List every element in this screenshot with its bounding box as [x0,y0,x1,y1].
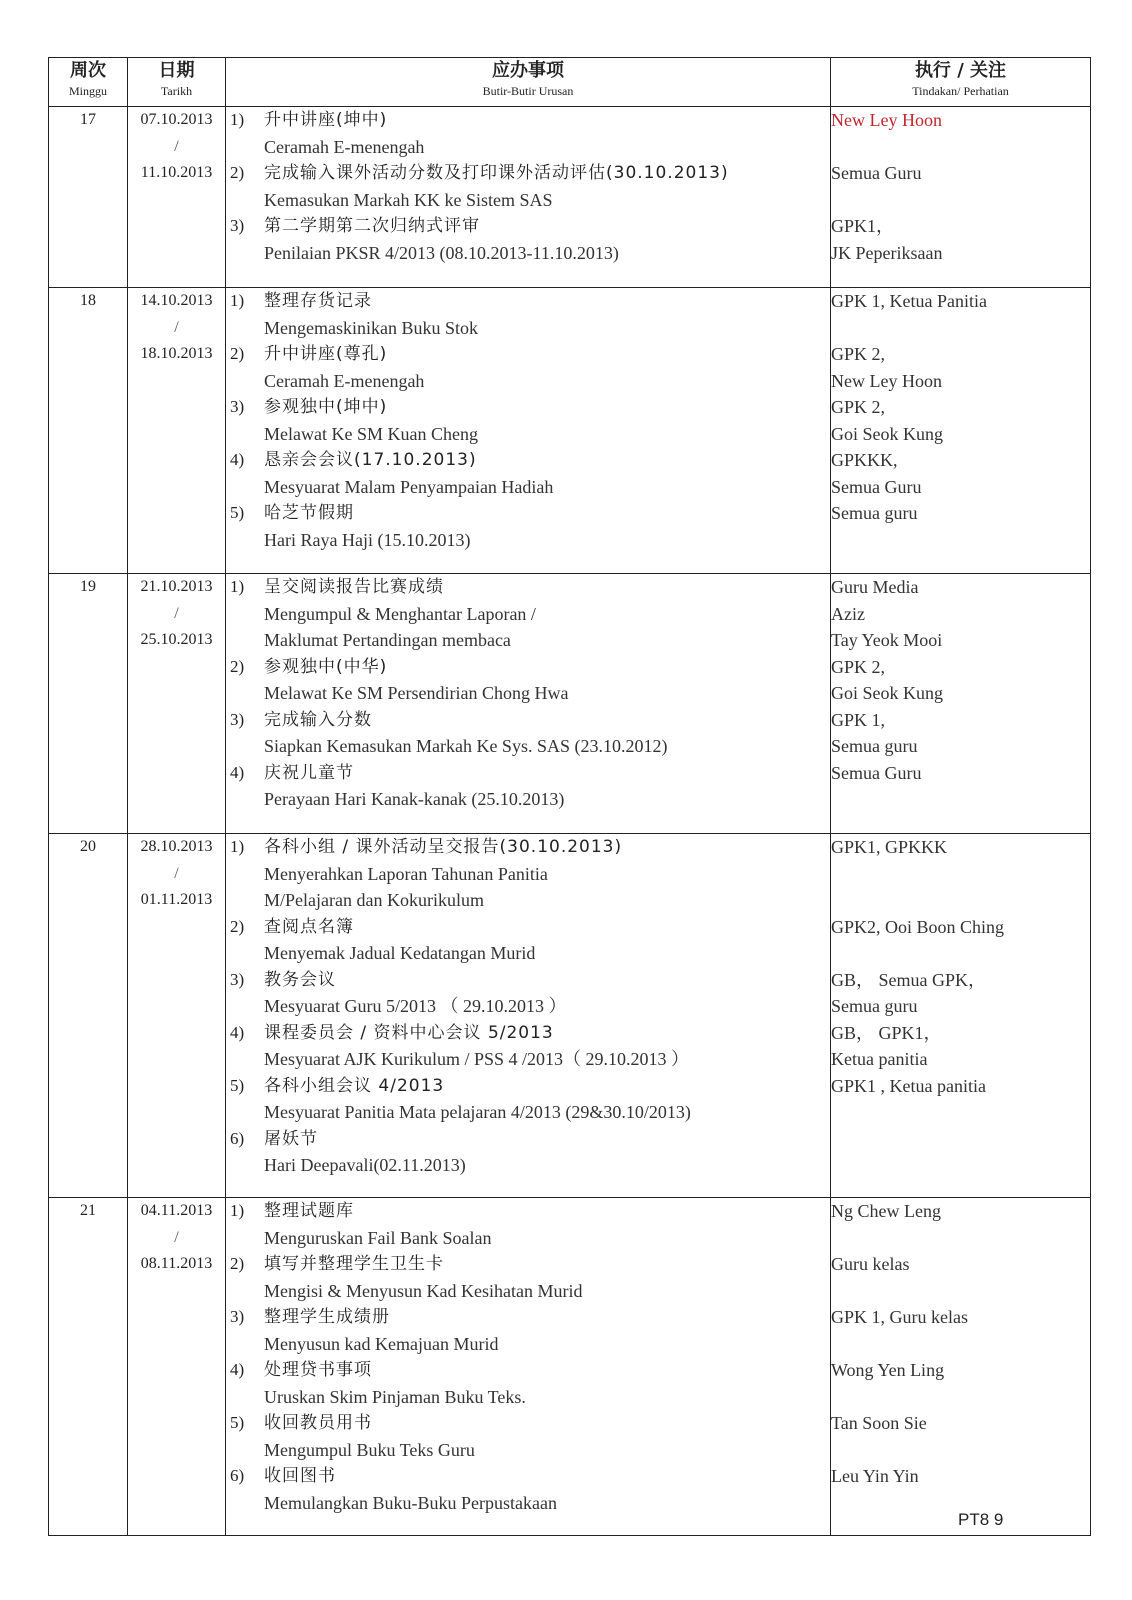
date-from: 04.11.2013 [140,1202,213,1219]
task-line [226,187,830,214]
task-text-chinese: 升中讲座(尊孔) [264,344,388,364]
task-text-chinese: 哈芝节假期 [264,503,354,523]
task-number [226,733,264,760]
action-person [831,786,1090,813]
task-number [226,240,264,267]
task-text-chinese: 庆祝儿童节 [264,762,354,783]
task-line [226,160,830,187]
task-number [226,134,264,161]
task-number: 2) [230,1254,245,1273]
task-line [226,315,830,342]
week-number: 19 [49,574,128,834]
action-person [831,1126,1090,1153]
date-to: 08.11.2013 [140,1255,213,1272]
task-text-chinese: 整理存货记录 [264,291,372,311]
task-text-chinese: 收回图书 [264,1466,336,1486]
task-line [226,447,830,474]
action-list [831,574,1091,834]
date-from: 28.10.2013 [140,838,213,855]
task-line [226,861,830,888]
task-list [226,288,831,574]
action-person: New Ley Hoon [831,370,942,391]
task-text-malay: Memulangkan Buku-Buku Perpustakaan [264,1492,557,1513]
task-text-chinese: 升中讲座(坤中) [264,110,388,130]
task-line [226,654,830,681]
date-from: 14.10.2013 [140,292,213,309]
date-separator: / [174,604,179,622]
date-to: 01.11.2013 [140,891,213,908]
task-number [226,627,264,654]
task-text-malay: Hari Deepavali(02.11.2013) [264,1155,466,1175]
date-to: 25.10.2013 [140,631,213,648]
task-number: 1) [230,291,245,310]
action-person: GPK1, GPKKK [831,837,948,857]
task-line [226,1437,830,1464]
date-range [128,834,226,1198]
task-text-chinese: 完成输入分数 [264,709,372,730]
task-line [226,760,830,787]
action-person: Guru Media [831,577,919,597]
action-person: Semua Guru [831,476,922,497]
action-person: Tay Yeok Mooi [831,630,943,650]
task-number: 5) [230,1413,245,1432]
task-number: 2) [230,916,245,936]
task-line [226,1152,830,1179]
action-person [831,861,1090,888]
header-week-cn: 周次 [70,60,106,81]
task-text-malay: Hari Raya Haji (15.10.2013) [264,529,471,550]
action-person: GB， Semua GPK， [831,969,987,990]
task-number [226,1152,264,1179]
task-text-malay: Perayaan Hari Kanak-kanak (25.10.2013) [264,789,565,809]
task-number [226,474,264,501]
task-number [226,1278,264,1305]
task-line [226,1331,830,1358]
action-person: GPK1 , Ketua panitia [831,1075,986,1096]
action-list [831,1198,1091,1536]
task-line [226,574,830,601]
date-range [128,1198,226,1536]
task-line [226,1278,830,1305]
task-text-malay: Siapkan Kemasukan Markah Ke Sys. SAS (23.10.2012) [264,736,668,756]
task-number [226,187,264,214]
task-line [226,680,830,707]
action-person: Ketua panitia [831,1049,928,1069]
task-number [226,368,264,395]
task-line [226,288,830,315]
date-to: 18.10.2013 [140,345,213,362]
task-number: 2) [230,163,245,182]
task-number: 3) [230,397,245,416]
action-person: Wong Yen Ling [831,1360,945,1380]
task-line [226,1073,830,1100]
task-line [226,134,830,161]
task-number: 6) [230,1128,245,1148]
date-separator: / [174,864,179,882]
task-line [226,213,830,240]
task-text-chinese: 收回教员用书 [264,1413,372,1433]
task-text-malay: Maklumat Pertandingan membaca [264,630,511,650]
action-person [831,940,1090,967]
date-separator: / [174,137,179,155]
schedule-table [48,57,1091,1536]
task-line [226,601,830,628]
task-line [226,707,830,734]
task-text-chinese: 处理贷书事项 [264,1360,372,1380]
task-line [226,474,830,501]
task-line [226,1225,830,1252]
action-person: Ng Chew Leng [831,1201,941,1221]
header-date-ms: Tarikh [160,84,193,98]
week-number: 21 [49,1198,128,1536]
action-person [831,1225,1090,1252]
task-text-malay: Kemasukan Markah KK ke Sistem SAS [264,189,553,210]
header-action-cn: 执行 / 关注 [914,60,1007,81]
task-text-malay: Ceramah E-menengah [264,136,425,157]
task-text-chinese: 各科小组 / 课外活动呈交报告(30.10.2013) [264,837,623,857]
schedule-sheet [48,57,1090,1536]
task-text-malay: Menyemak Jadual Kedatangan Murid [264,943,536,963]
week-row [49,574,1091,834]
task-line [226,421,830,448]
task-number [226,887,264,914]
task-number: 6) [230,1466,245,1485]
task-text-malay: Melawat Ke SM Kuan Cheng [264,423,478,444]
task-number [226,1225,264,1252]
header-week [49,58,128,107]
task-text-chinese: 第二学期第二次归纳式评审 [264,216,480,236]
date-separator: / [174,1228,179,1246]
task-number: 2) [230,656,245,676]
action-list [831,834,1091,1198]
action-person: Semua guru [831,996,918,1016]
task-number [226,993,264,1020]
task-number: 2) [230,344,245,363]
action-person: Semua guru [831,736,918,756]
task-text-chinese: 整理试题库 [264,1201,354,1221]
action-person [831,1099,1090,1126]
week-number: 17 [49,107,128,288]
task-line [226,733,830,760]
action-person [831,1331,1090,1358]
header-date-cn: 日期 [158,60,195,81]
task-text-chinese: 屠妖节 [264,1128,318,1149]
task-text-malay: Mesyuarat Guru 5/2013 （ 29.10.2013 ） [264,996,567,1016]
task-line [226,993,830,1020]
task-line [226,786,830,813]
task-text-malay: M/Pelajaran dan Kokurikulum [264,890,484,910]
action-person: GPK 2, [831,344,886,364]
task-number [226,1384,264,1411]
header-date [128,58,226,107]
task-line [226,1099,830,1126]
action-person [831,1437,1090,1464]
task-line [226,1046,830,1073]
header-items-ms: Butir-Butir Urusan [482,84,574,98]
action-person: GPK 1, Guru kelas [831,1307,968,1327]
task-number [226,1437,264,1464]
task-number [226,861,264,888]
action-person: GPK1， [831,216,895,236]
task-text-malay: Mesyuarat AJK Kurikulum / PSS 4 /2013（ 29.10.2013 ） [264,1049,690,1069]
task-number [226,527,264,554]
action-person: Semua Guru [831,762,922,783]
week-row [49,1198,1091,1536]
action-person: GPKKK, [831,450,898,470]
action-person [831,134,1090,161]
task-number [226,315,264,342]
week-row [49,834,1091,1198]
task-text-chinese: 呈交阅读报告比赛成绩 [264,577,444,597]
task-number: 5) [230,503,245,522]
action-person: GPK2, Ooi Boon Ching [831,916,1005,937]
action-person: Leu Yin Yin [831,1466,919,1486]
task-number: 3) [230,709,245,729]
action-person [831,1152,1090,1179]
task-text-malay: Mengemaskinikan Buku Stok [264,317,478,338]
task-line [226,341,830,368]
action-person: GPK 1, [831,709,886,730]
task-line [226,240,830,267]
date-range [128,288,226,574]
task-line [226,1463,830,1490]
task-number [226,601,264,628]
action-person [831,187,1090,214]
task-line [226,500,830,527]
task-number: 5) [230,1075,245,1095]
task-number: 4) [230,450,245,469]
task-text-chinese: 查阅点名簿 [264,916,354,937]
action-person: GPK 2, [831,656,886,677]
task-number [226,1331,264,1358]
task-text-malay: Mesyuarat Panitia Mata pelajaran 4/2013 (29&30.10/2013) [264,1102,691,1122]
task-line [226,834,830,861]
action-person: GPK 2, [831,397,886,417]
action-person: Aziz [831,603,865,624]
task-text-chinese: 各科小组会议 4/2013 [264,1075,445,1096]
task-number: 3) [230,1307,245,1326]
week-row [49,107,1091,288]
table-header-row [49,58,1091,107]
task-line [226,1020,830,1047]
date-from: 21.10.2013 [140,578,213,595]
task-text-malay: Menyerahkan Laporan Tahunan Panitia [264,863,548,884]
task-text-chinese: 整理学生成绩册 [264,1307,390,1327]
header-action [831,58,1091,107]
task-text-chinese: 参观独中(中华) [264,656,388,677]
task-number [226,421,264,448]
week-row [49,288,1091,574]
date-range [128,574,226,834]
task-text-chinese: 教务会议 [264,969,336,990]
task-line [226,1198,830,1225]
action-person: Goi Seok Kung [831,683,943,703]
task-number [226,786,264,813]
action-person: Tan Soon Sie [831,1413,927,1433]
task-number [226,1490,264,1517]
action-person: Semua Guru [831,163,922,183]
task-line [226,368,830,395]
task-number: 3) [230,216,245,235]
action-person [831,315,1090,342]
task-number [226,680,264,707]
task-text-chinese: 课程委员会 / 资料中心会议 5/2013 [264,1022,554,1043]
task-line [226,627,830,654]
task-list [226,574,831,834]
date-range [128,107,226,288]
action-person: JK Peperiksaan [831,242,943,263]
task-text-malay: Mengumpul & Menghantar Laporan / [264,603,536,624]
task-line [226,1410,830,1437]
action-list [831,107,1091,288]
action-person: Goi Seok Kung [831,423,943,444]
task-text-chinese: 恳亲会会议(17.10.2013) [264,450,477,470]
action-person: GPK 1, Ketua Panitia [831,291,987,311]
task-list [226,1198,831,1536]
task-line [226,1357,830,1384]
task-text-malay: Uruskan Skim Pinjaman Buku Teks. [264,1386,526,1407]
task-line [226,527,830,554]
task-line [226,1304,830,1331]
task-number: 3) [230,969,245,989]
header-week-ms: Minggu [68,84,107,98]
task-text-malay: Penilaian PKSR 4/2013 (08.10.2013-11.10.2013) [264,242,619,263]
task-number: 1) [230,837,245,856]
task-text-malay: Menguruskan Fail Bank Soalan [264,1227,492,1248]
task-text-chinese: 参观独中(坤中) [264,397,388,417]
task-text-malay: Mengumpul Buku Teks Guru [264,1439,475,1460]
task-text-malay: Melawat Ke SM Persendirian Chong Hwa [264,683,569,703]
header-items-cn: 应办事项 [492,60,564,81]
page-code: PT8 9 [958,1510,1004,1529]
task-list [226,834,831,1198]
action-person: Semua guru [831,503,918,523]
date-from: 07.10.2013 [140,111,213,128]
task-line [226,1490,830,1517]
task-line [226,1126,830,1153]
task-list [226,107,831,288]
task-text-chinese: 完成输入课外活动分数及打印课外活动评估(30.10.2013) [264,163,729,183]
action-list [831,288,1091,574]
action-person: Guru kelas [831,1254,910,1274]
task-line [226,394,830,421]
task-line [226,887,830,914]
task-number: 1) [230,110,245,129]
header-action-ms: Tindakan/ Perhatian [912,84,1009,98]
task-text-malay: Mesyuarat Malam Penyampaian Hadiah [264,476,554,497]
action-person [831,887,1090,914]
week-number: 18 [49,288,128,574]
task-line [226,940,830,967]
date-to: 11.10.2013 [140,164,213,181]
week-number: 20 [49,834,128,1198]
action-person [831,527,1090,554]
task-number: 4) [230,762,245,782]
task-text-malay: Ceramah E-menengah [264,370,425,391]
task-text-malay: Mengisi & Menyusun Kad Kesihatan Murid [264,1280,583,1301]
task-number [226,1099,264,1126]
action-person [831,1384,1090,1411]
task-text-malay: Menyusun kad Kemajuan Murid [264,1333,499,1354]
date-separator: / [174,318,179,336]
task-text-chinese: 填写并整理学生卫生卡 [264,1254,444,1274]
task-number: 4) [230,1022,245,1042]
header-items [226,58,831,107]
task-line [226,967,830,994]
action-person: New Ley Hoon [831,110,942,130]
task-line [226,914,830,941]
task-number: 1) [230,577,245,596]
action-person: GB， GPK1， [831,1022,942,1043]
action-person [831,1278,1090,1305]
task-number: 4) [230,1360,245,1379]
task-line [226,107,830,134]
task-number [226,1046,264,1073]
task-line [226,1251,830,1278]
task-number [226,940,264,967]
task-line [226,1384,830,1411]
task-number: 1) [230,1201,245,1220]
